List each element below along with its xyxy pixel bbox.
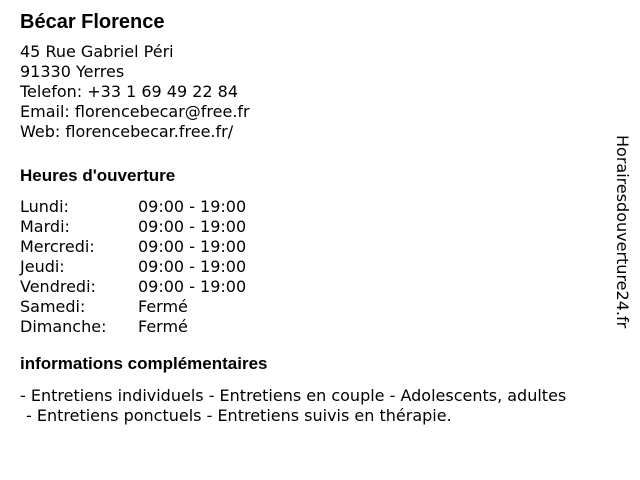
business-card — [20, 10, 620, 426]
hours-table — [20, 197, 620, 337]
business-name: Bécar Florence — [20, 11, 165, 33]
hours-row-sunday — [20, 317, 620, 337]
day-hours: 09:00 - 19:00 — [138, 277, 247, 296]
day-hours: 09:00 - 19:00 — [138, 197, 247, 216]
day-hours: Fermé — [138, 317, 188, 336]
day-label: Samedi: — [20, 297, 86, 316]
day-hours: 09:00 - 19:00 — [138, 257, 247, 276]
hours-row-monday — [20, 197, 620, 217]
email-line: Email: florencebecar@free.fr — [20, 102, 250, 121]
hours-row-saturday — [20, 297, 620, 317]
hours-row-friday — [20, 277, 620, 297]
day-hours: Fermé — [138, 297, 188, 316]
hours-row-tuesday — [20, 217, 620, 237]
info-heading: informations complémentaires — [20, 354, 268, 373]
address-street: 45 Rue Gabriel Péri — [20, 42, 174, 61]
web-line: Web: florencebecar.free.fr/ — [20, 122, 234, 141]
info-line: - Entretiens ponctuels - Entretiens suivis en thérapie. — [26, 406, 452, 425]
info-line: - Entretiens individuels - Entretiens en couple - Adolescents, adultes — [20, 386, 567, 405]
contact-block — [20, 42, 620, 142]
day-label: Vendredi: — [20, 277, 96, 296]
info-block — [20, 386, 620, 426]
phone-line: Telefon: +33 1 69 49 22 84 — [20, 82, 239, 101]
hours-row-wednesday — [20, 237, 620, 257]
day-hours: 09:00 - 19:00 — [138, 217, 247, 236]
address-city: 91330 Yerres — [20, 62, 125, 81]
hours-row-thursday — [20, 257, 620, 277]
day-label: Dimanche: — [20, 317, 107, 336]
day-hours: 09:00 - 19:00 — [138, 237, 247, 256]
day-label: Lundi: — [20, 197, 69, 216]
day-label: Jeudi: — [20, 257, 65, 276]
day-label: Mercredi: — [20, 237, 95, 256]
watermark-text: Horairesdouverture24.fr — [613, 135, 632, 329]
day-label: Mardi: — [20, 217, 70, 236]
hours-heading: Heures d'ouverture — [20, 166, 176, 185]
